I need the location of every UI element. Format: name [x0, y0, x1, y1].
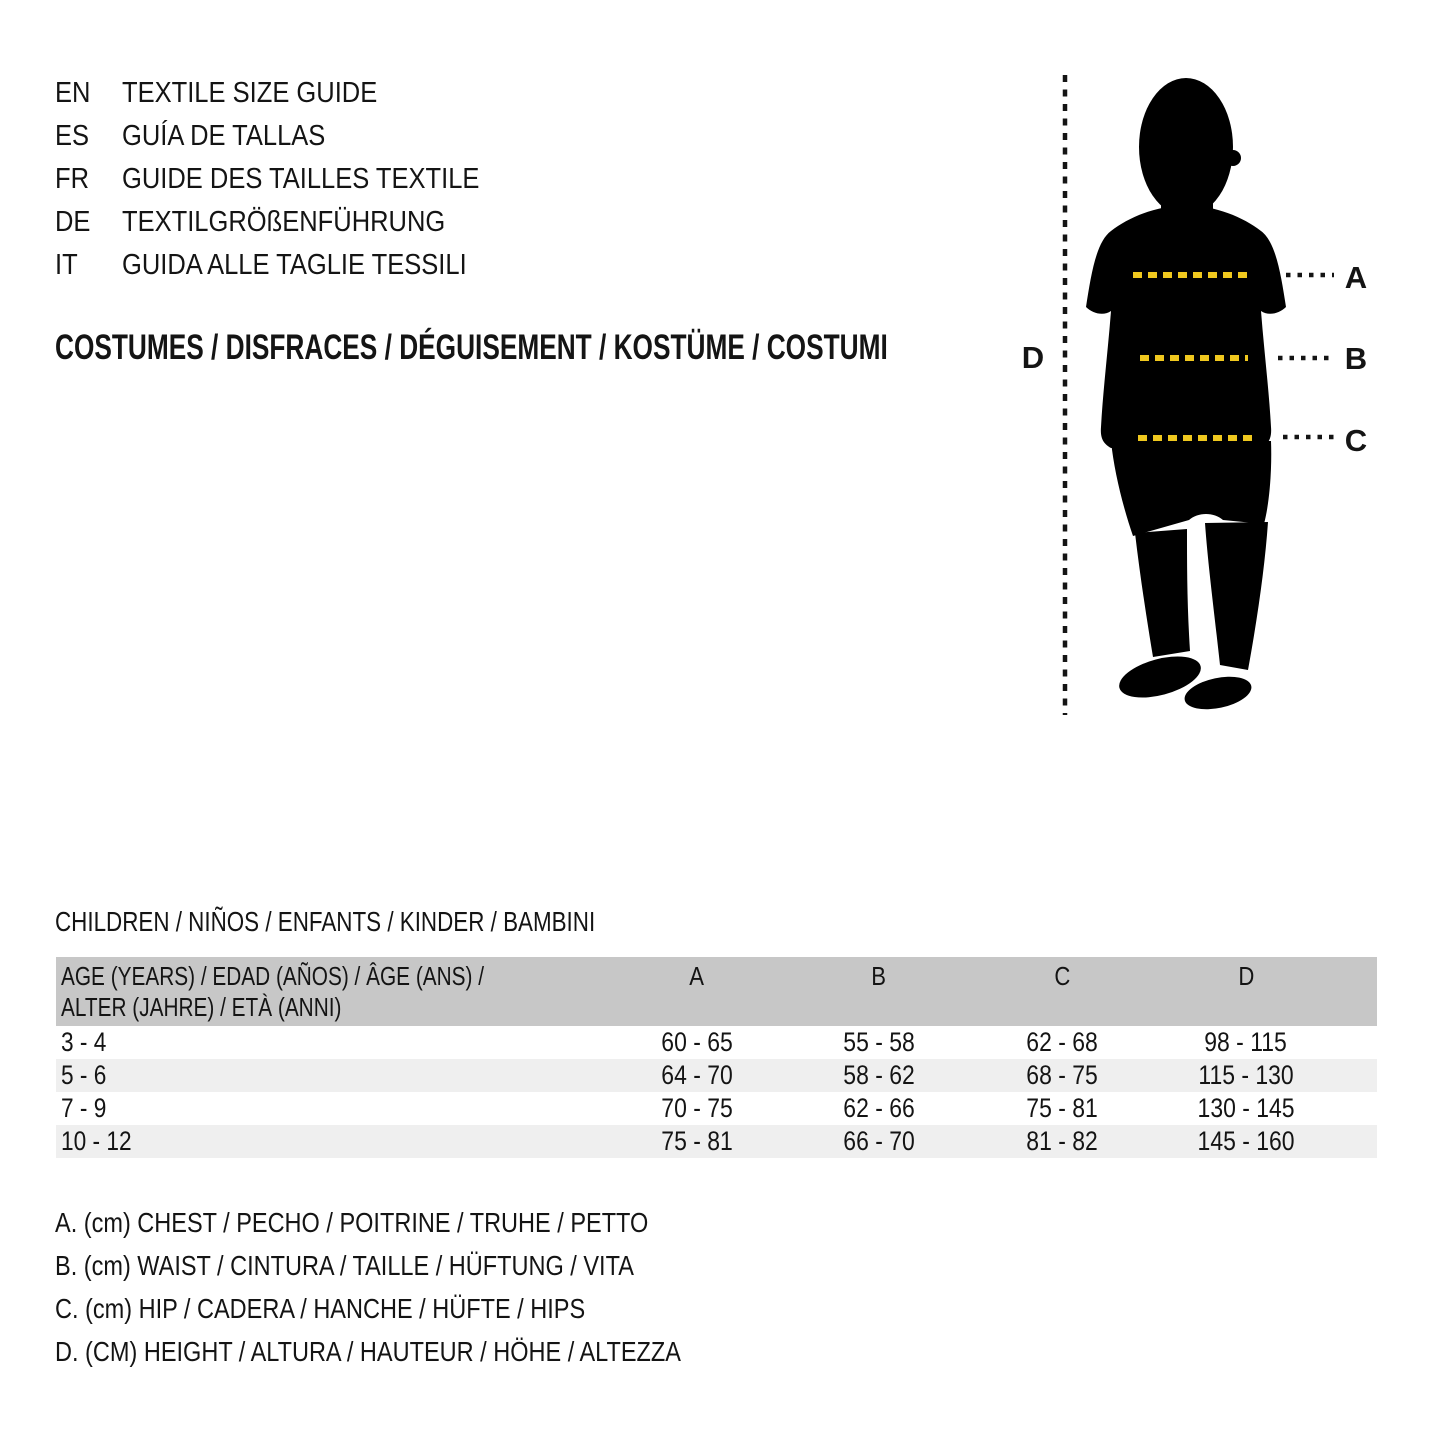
language-title: TEXTILE SIZE GUIDE [122, 77, 378, 109]
legend-hip-text: C. (cm) HIP / CADERA / HANCHE / HÜFTE / HIPS [55, 1293, 586, 1324]
language-code: ES [55, 120, 90, 152]
waist-cell [788, 1059, 970, 1092]
age-header-line2: ALTER (JAHRE) / ETÀ (ANNI) [61, 992, 342, 1022]
column-header-c-text: C [1054, 961, 1070, 991]
filler-cell [1338, 1125, 1377, 1158]
hip-cell [970, 1125, 1154, 1158]
column-header-b [788, 957, 970, 1026]
category-line-text: COSTUMES / DISFRACES / DÉGUISEMENT / KOSTÜME / COSTUMI [55, 328, 888, 367]
chest-cell [606, 1092, 788, 1125]
height-cell [1154, 1026, 1338, 1059]
legend-line-waist [55, 1244, 800, 1287]
chest-value: 60 - 65 [661, 1027, 733, 1057]
legend-chest-text: A. (cm) CHEST / PECHO / POITRINE / TRUHE / PETTO [55, 1207, 649, 1238]
chest-cell [606, 1059, 788, 1092]
table-row-age-10-12 [56, 1125, 1377, 1158]
size-table [56, 957, 1377, 1158]
chest-value: 75 - 81 [661, 1126, 733, 1156]
legend-height-text: D. (CM) HEIGHT / ALTURA / HAUTEUR / HÖHE / ALTEZZA [55, 1336, 681, 1367]
age-cell [56, 1125, 606, 1158]
height-cell [1154, 1125, 1338, 1158]
hip-value: 68 - 75 [1026, 1060, 1098, 1090]
age-value: 5 - 6 [61, 1060, 107, 1090]
hip-cell [970, 1059, 1154, 1092]
height-cell [1154, 1092, 1338, 1125]
language-title-list [55, 72, 528, 287]
waist-value: 55 - 58 [843, 1027, 915, 1057]
language-title: GUÍA DE TALLAS [122, 120, 326, 152]
age-cell [56, 1092, 606, 1125]
table-section-title [55, 905, 730, 939]
language-code: IT [55, 249, 78, 281]
age-cell [56, 1059, 606, 1092]
hip-value: 62 - 68 [1026, 1027, 1098, 1057]
language-row-es [55, 115, 528, 158]
table-row-age-5-6 [56, 1059, 1377, 1092]
chest-value: 70 - 75 [661, 1093, 733, 1123]
child-silhouette-icon [1086, 78, 1286, 715]
language-row-en [55, 72, 528, 115]
waist-value: 66 - 70 [843, 1126, 915, 1156]
filler-cell [1338, 1026, 1377, 1059]
measurement-legend [55, 1201, 800, 1373]
height-cell [1154, 1059, 1338, 1092]
waist-cell [788, 1026, 970, 1059]
language-code: EN [55, 77, 91, 109]
hip-value: 75 - 81 [1026, 1093, 1098, 1123]
legend-line-hip [55, 1287, 800, 1330]
language-title: TEXTILGRÖßENFÜHRUNG [122, 206, 446, 238]
age-value: 3 - 4 [61, 1027, 107, 1057]
table-section-title-text: CHILDREN / NIÑOS / ENFANTS / KINDER / BAMBINI [55, 906, 596, 937]
label-c: C [1344, 423, 1368, 458]
height-value: 98 - 115 [1204, 1027, 1288, 1057]
waist-value: 58 - 62 [843, 1060, 915, 1090]
height-value: 115 - 130 [1198, 1060, 1294, 1090]
column-header-a-text: A [689, 961, 705, 991]
age-value: 10 - 12 [61, 1126, 132, 1156]
table-row-age-7-9 [56, 1092, 1377, 1125]
height-value: 130 - 145 [1197, 1093, 1295, 1123]
column-header-b-text: B [871, 961, 887, 991]
column-header-d-text: D [1238, 961, 1254, 991]
legend-line-chest [55, 1201, 800, 1244]
column-header-c [970, 957, 1154, 1026]
filler-cell [1338, 1059, 1377, 1092]
language-row-fr [55, 158, 528, 201]
column-header-a [606, 957, 788, 1026]
legend-waist-text: B. (cm) WAIST / CINTURA / TAILLE / HÜFTUNG / VITA [55, 1250, 634, 1281]
table-row-age-3-4 [56, 1026, 1377, 1059]
measurement-figure [990, 55, 1445, 735]
chest-cell [606, 1125, 788, 1158]
chest-value: 64 - 70 [661, 1060, 733, 1090]
language-title: GUIDA ALLE TAGLIE TESSILI [122, 249, 467, 281]
age-header-cell [56, 957, 606, 1026]
label-b: B [1344, 341, 1368, 376]
chest-cell [606, 1026, 788, 1059]
header-filler-cell [1338, 957, 1377, 1026]
column-header-d [1154, 957, 1338, 1026]
age-header-line1: AGE (YEARS) / EDAD (AÑOS) / ÂGE (ANS) / [61, 961, 484, 991]
language-code: FR [55, 163, 90, 195]
age-cell [56, 1026, 606, 1059]
waist-cell [788, 1092, 970, 1125]
waist-cell [788, 1125, 970, 1158]
language-row-it [55, 244, 528, 287]
language-title: GUIDE DES TAILLES TEXTILE [122, 163, 480, 195]
waist-value: 62 - 66 [843, 1093, 915, 1123]
hip-cell [970, 1092, 1154, 1125]
language-row-de [55, 201, 528, 244]
label-d: D [1021, 340, 1045, 375]
height-value: 145 - 160 [1197, 1126, 1295, 1156]
age-value: 7 - 9 [61, 1093, 107, 1123]
table-header-row [56, 957, 1377, 1026]
legend-line-height [55, 1330, 800, 1373]
label-a: A [1344, 260, 1368, 295]
hip-cell [970, 1026, 1154, 1059]
hip-value: 81 - 82 [1026, 1126, 1098, 1156]
filler-cell [1338, 1092, 1377, 1125]
language-code: DE [55, 206, 91, 238]
